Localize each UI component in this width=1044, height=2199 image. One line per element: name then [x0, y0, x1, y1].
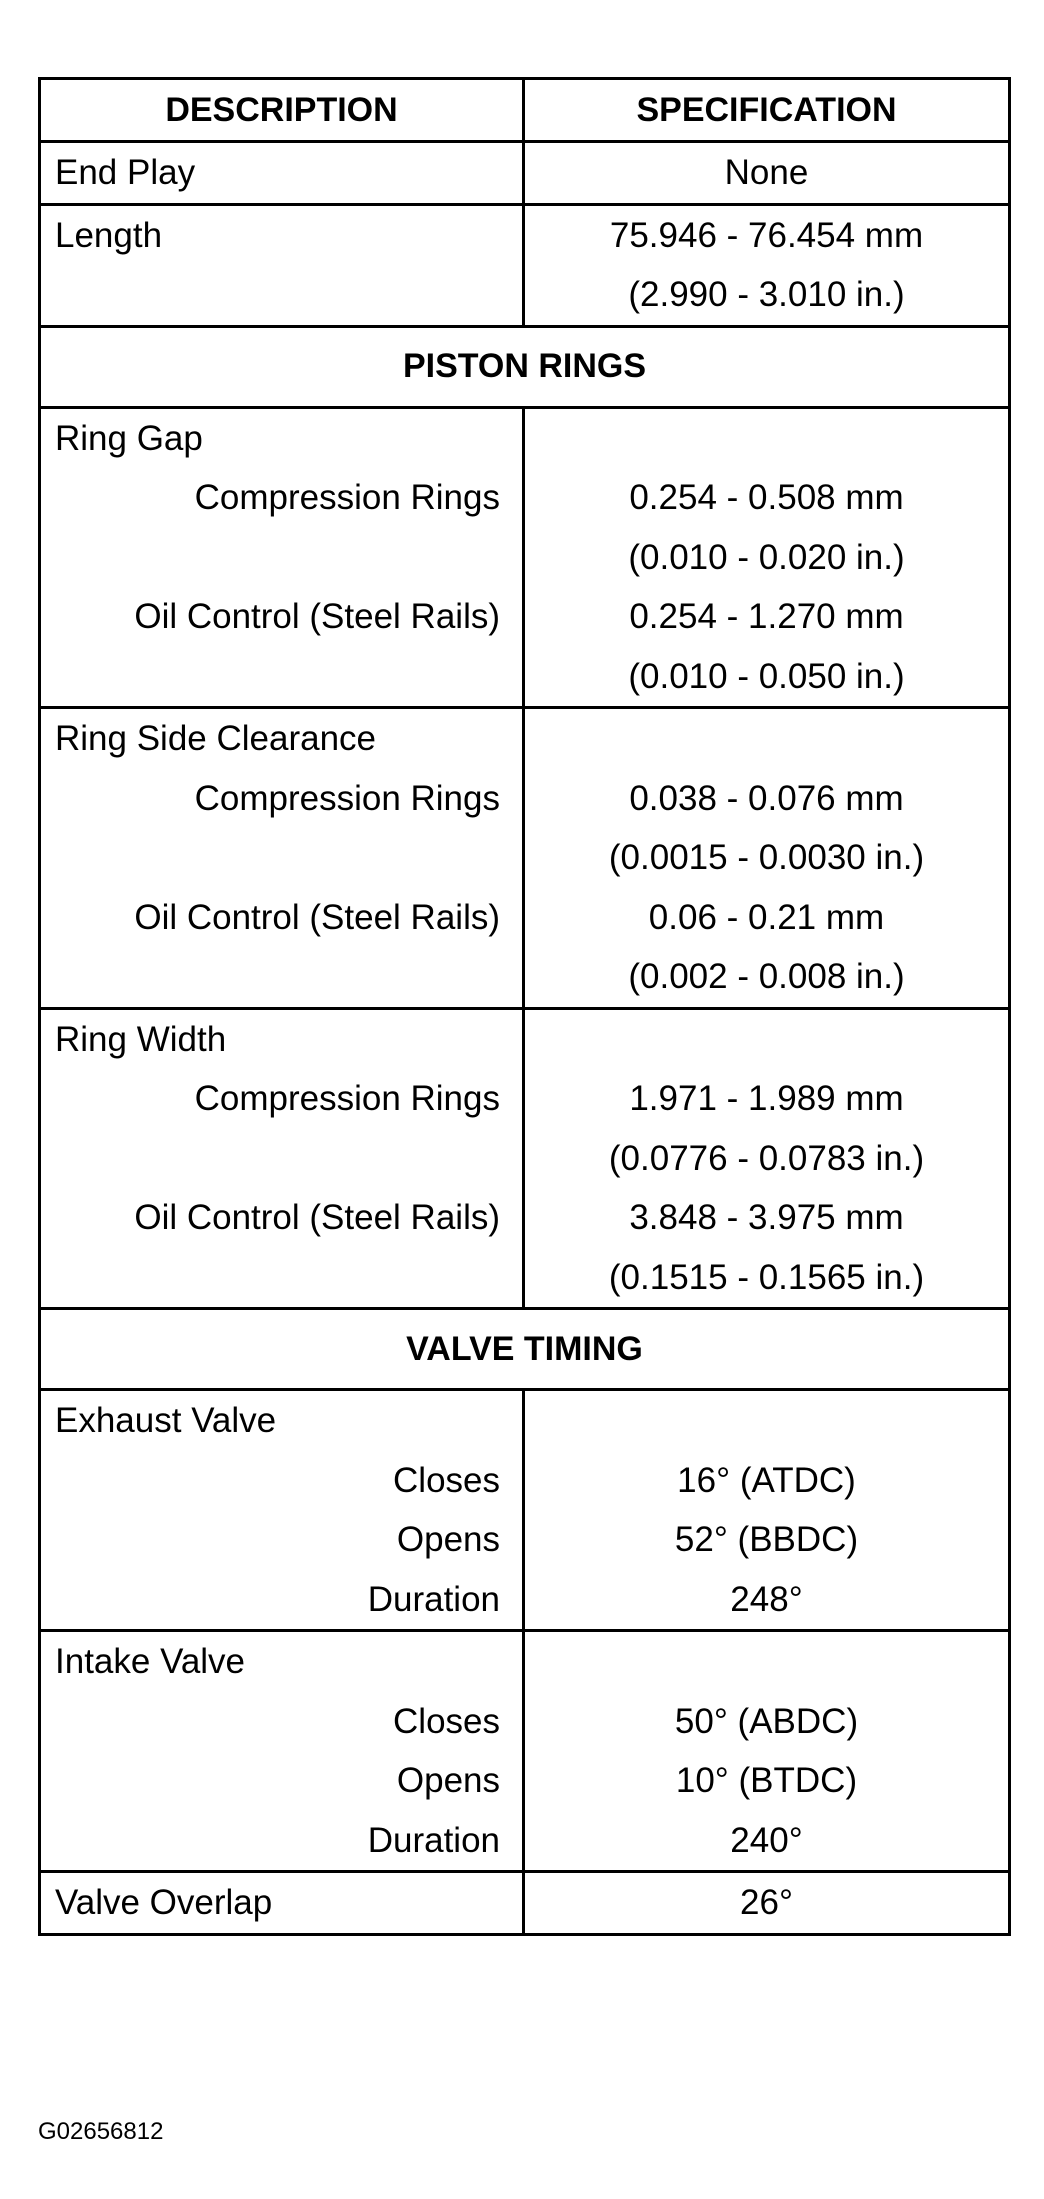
specification-cell	[524, 1872, 1010, 1935]
description-cell	[40, 1631, 524, 1872]
description-cell	[40, 1008, 524, 1309]
spec-value	[525, 709, 1008, 769]
table-row	[40, 1008, 1010, 1309]
sub-item-label: Opens	[396, 1761, 500, 1800]
sub-item-label: Compression Rings	[194, 778, 500, 818]
spec-value: (0.1515 - 0.1565 in.)	[608, 1257, 925, 1297]
spec-value: 10° (BTDC)	[675, 1761, 858, 1800]
table-row	[40, 142, 1010, 205]
sub-item-label	[41, 1248, 522, 1308]
sub-item-label: Oil Control (Steel Rails)	[134, 597, 500, 636]
sub-item-label: Closes	[393, 1701, 500, 1741]
sub-item-label: Compression Rings	[194, 478, 500, 517]
item-label: Exhaust Valve	[55, 1401, 277, 1440]
sub-item-label: Oil Control (Steel Rails)	[134, 897, 500, 937]
description-cell	[40, 1872, 524, 1935]
sub-item-label: Duration	[367, 1579, 500, 1619]
specification-cell	[524, 204, 1010, 326]
spec-value: 52° (BBDC)	[674, 1520, 859, 1559]
spec-value	[525, 409, 1008, 469]
section-title: VALVE TIMING	[40, 1309, 1010, 1390]
sub-item-label: Opens	[396, 1520, 500, 1559]
specification-cell	[524, 142, 1010, 205]
item-label: Intake Valve	[55, 1642, 246, 1681]
table-body	[40, 142, 1010, 1935]
spec-value: 248°	[730, 1579, 803, 1619]
spec-value: (0.002 - 0.008 in.)	[628, 957, 905, 996]
description-cell	[40, 708, 524, 1009]
sub-item-label: Closes	[393, 1460, 500, 1500]
spec-value: 0.038 - 0.076 mm	[629, 778, 904, 818]
item-label: End Play	[55, 153, 196, 192]
header-specification: SPECIFICATION	[524, 79, 1010, 142]
spec-value: 1.971 - 1.989 mm	[629, 1079, 904, 1118]
spec-value	[525, 1010, 1008, 1070]
spec-value: 75.946 - 76.454 mm	[609, 215, 924, 255]
sub-item-label: Oil Control (Steel Rails)	[134, 1198, 500, 1237]
header-description: DESCRIPTION	[40, 79, 524, 142]
sub-item-label	[41, 947, 522, 1007]
spec-value	[525, 1391, 1008, 1451]
spec-value: 0.254 - 1.270 mm	[629, 597, 904, 636]
spec-value: 16° (ATDC)	[677, 1460, 856, 1500]
table-row	[40, 708, 1010, 1009]
section-header-row	[40, 326, 1010, 407]
item-label: Valve Overlap	[55, 1883, 273, 1922]
spec-value: (2.990 - 3.010 in.)	[628, 275, 905, 314]
table-row	[40, 1872, 1010, 1935]
sub-item-label	[41, 528, 522, 588]
table-row	[40, 1390, 1010, 1631]
specification-cell	[524, 1008, 1010, 1309]
spec-value: (0.010 - 0.050 in.)	[628, 656, 905, 696]
section-title: PISTON RINGS	[40, 326, 1010, 407]
spec-value: (0.0776 - 0.0783 in.)	[608, 1138, 925, 1178]
spec-value: 0.254 - 0.508 mm	[629, 478, 904, 517]
description-cell	[40, 204, 524, 326]
description-cell	[40, 1390, 524, 1631]
sub-item-label	[41, 1129, 522, 1189]
item-label: Length	[55, 215, 163, 255]
sub-item-label: Compression Rings	[194, 1079, 500, 1118]
description-cell	[40, 407, 524, 708]
specification-cell	[524, 1631, 1010, 1872]
figure-code: G02656812	[38, 2118, 164, 2145]
item-label: Ring Width	[55, 1019, 227, 1059]
spec-value: 26°	[740, 1883, 793, 1922]
header-row	[40, 79, 1010, 142]
table-row	[40, 1631, 1010, 1872]
specification-table	[38, 77, 1011, 1936]
spec-value: 50° (ABDC)	[674, 1701, 859, 1741]
spec-value: (0.010 - 0.020 in.)	[628, 537, 905, 577]
spec-value: None	[724, 153, 809, 192]
sub-item-label	[41, 828, 522, 888]
section-header-row	[40, 1309, 1010, 1390]
spec-value: 0.06 - 0.21 mm	[648, 897, 885, 937]
spec-value: 3.848 - 3.975 mm	[629, 1198, 904, 1237]
spec-value: (0.0015 - 0.0030 in.)	[608, 838, 925, 877]
specification-cell	[524, 1390, 1010, 1631]
table-row	[40, 204, 1010, 326]
description-cell	[40, 142, 524, 205]
specification-cell	[524, 708, 1010, 1009]
item-label: Ring Gap	[55, 418, 203, 458]
spec-value: 240°	[730, 1820, 803, 1860]
sub-item-label	[41, 647, 522, 707]
table-row	[40, 407, 1010, 708]
spec-value	[525, 1632, 1008, 1692]
item-label: Ring Side Clearance	[55, 719, 377, 758]
sub-item-label: Duration	[367, 1820, 500, 1860]
specification-cell	[524, 407, 1010, 708]
